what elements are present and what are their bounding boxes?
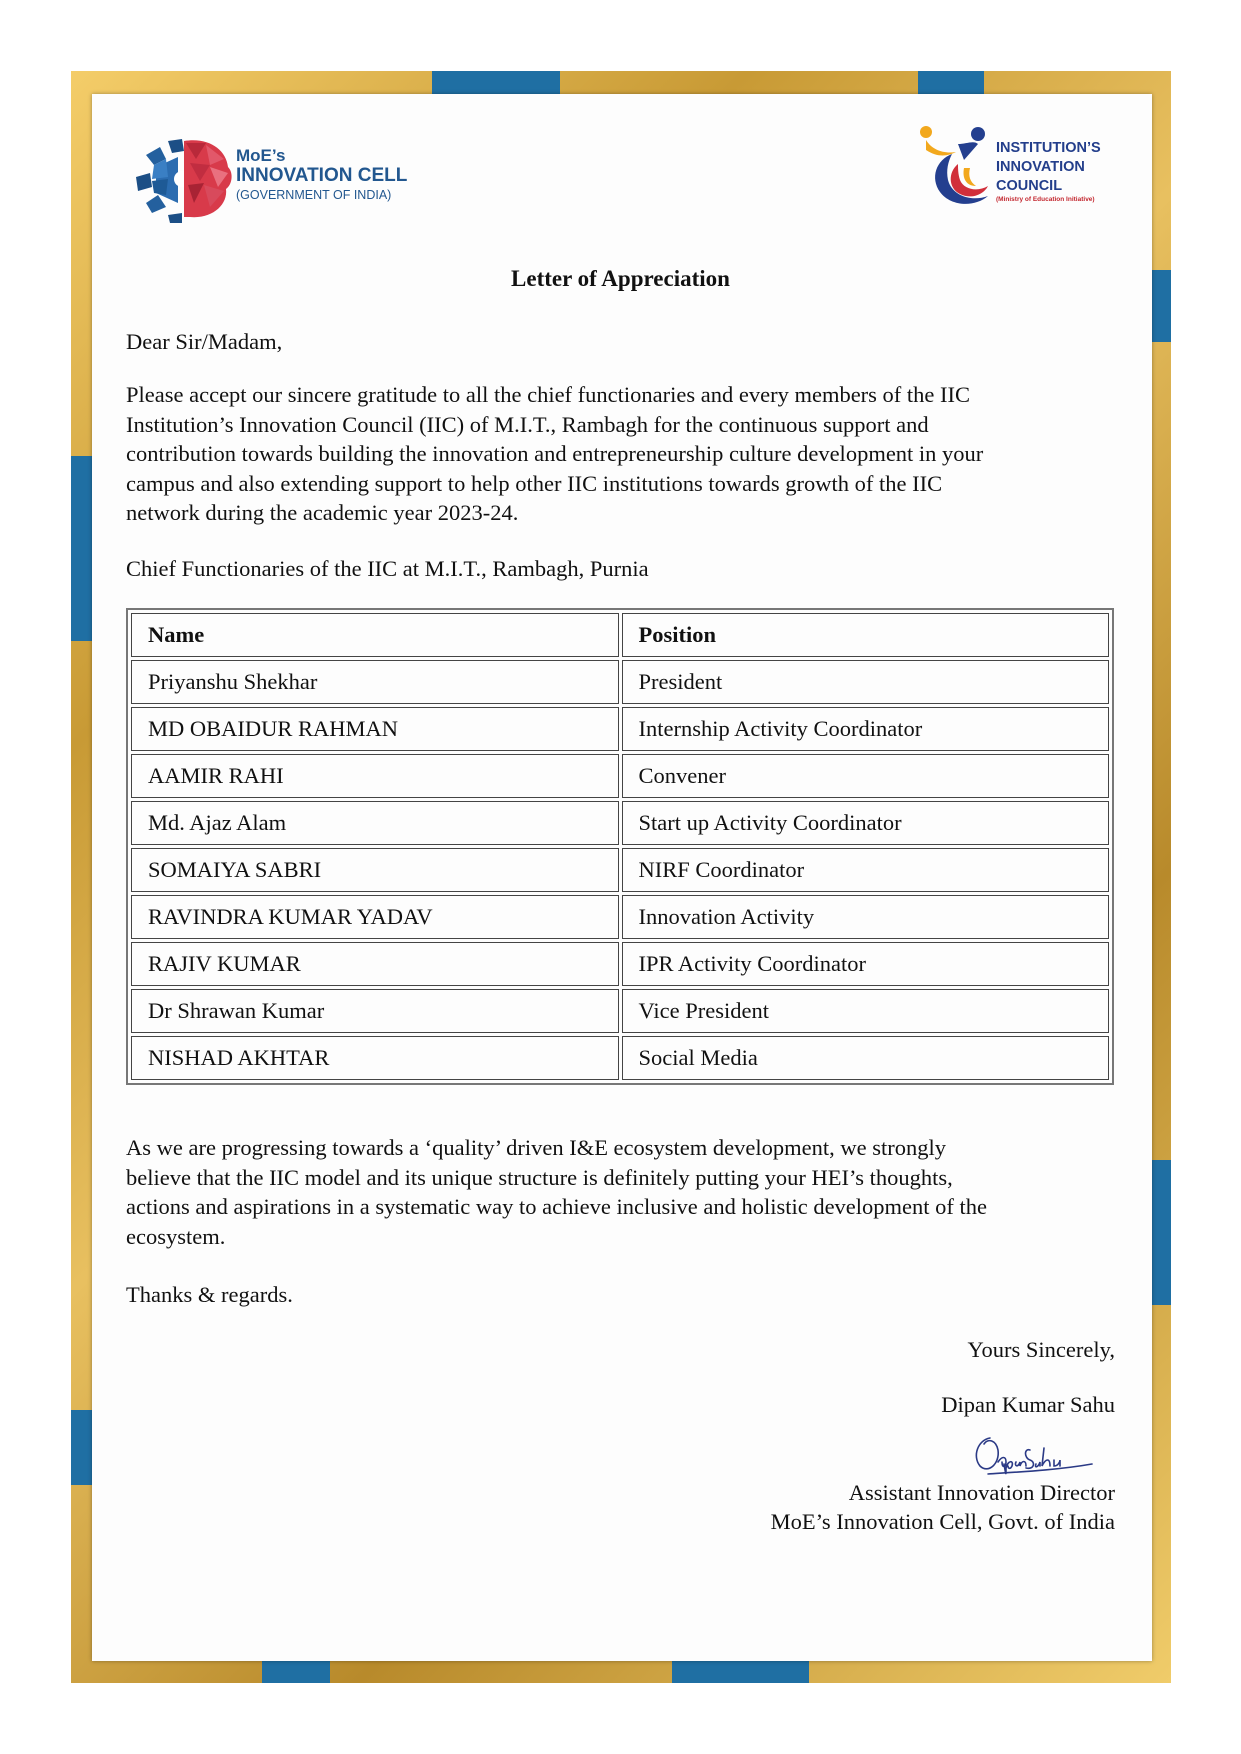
header-position: Position <box>622 613 1110 657</box>
intro-line: Institution’s Innovation Council (IIC) of M.I.T., Rambagh for the continuous support and <box>126 411 929 437</box>
intro-line: contribution towards building the innovation and entrepreneurship culture development in your <box>126 441 984 466</box>
member-name: Md. Ajaz Alam <box>131 801 619 845</box>
table-row <box>131 1036 1109 1080</box>
intro-line: Please accept our sincere gratitude to all the chief functionaries and every members of the IIC <box>126 382 971 407</box>
member-name: MD OBAIDUR RAHMAN <box>131 707 619 751</box>
closing-line: believe that the IIC model and its unique structure is definitely putting your HEI’s thoughts, <box>126 1164 953 1190</box>
closing-line: actions and aspirations in a systematic way to achieve inclusive and holistic development of the <box>126 1194 988 1219</box>
intro-line: campus and also extending support to help other IIC institutions towards growth of the IIC <box>126 470 943 496</box>
member-position: Social Media <box>622 1036 1110 1080</box>
frame-strip <box>432 71 560 94</box>
frame-strip <box>918 71 984 94</box>
frame-strip <box>71 456 92 641</box>
letter-title: Letter of Appreciation <box>511 266 730 291</box>
table-header-row <box>131 613 1109 657</box>
member-position: IPR Activity Coordinator <box>622 942 1110 986</box>
organization: MoE’s Innovation Cell, Govt. of India <box>770 1509 1115 1534</box>
member-position: Internship Activity Coordinator <box>622 707 1110 751</box>
member-name: SOMAIYA SABRI <box>131 848 619 892</box>
header-name: Name <box>131 613 619 657</box>
frame-strip <box>672 1661 809 1683</box>
moe-logo-line2: INNOVATION CELL <box>236 165 408 186</box>
table-row <box>131 707 1109 751</box>
intro-paragraph <box>126 380 1086 528</box>
table-row <box>131 895 1109 939</box>
iic-logo-line1: INSTITUTION’S <box>996 140 1101 156</box>
iic-logo-text <box>996 139 1101 203</box>
signature <box>968 1428 1098 1478</box>
frame-strip <box>71 1410 92 1485</box>
member-position: Innovation Activity <box>622 895 1110 939</box>
moe-logo-text <box>236 147 407 203</box>
signatory-name: Dipan Kumar Sahu <box>941 1392 1115 1417</box>
closing-paragraph <box>126 1133 1086 1251</box>
member-name: AAMIR RAHI <box>131 754 619 798</box>
moe-logo-line3: (GOVERNMENT OF INDIA) <box>236 188 392 202</box>
table-row <box>131 801 1109 845</box>
table-row <box>131 754 1109 798</box>
member-name: RAJIV KUMAR <box>131 942 619 986</box>
iic-logo-line2: INNOVATION <box>996 159 1085 175</box>
member-name: RAVINDRA KUMAR YADAV <box>131 895 619 939</box>
member-position: NIRF Coordinator <box>622 848 1110 892</box>
closing-line: ecosystem. <box>126 1223 226 1249</box>
member-name: NISHAD AKHTAR <box>131 1036 619 1080</box>
designation: Assistant Innovation Director <box>848 1480 1115 1505</box>
table-row <box>131 942 1109 986</box>
intro-line: network during the academic year 2023-24. <box>126 500 519 525</box>
functionaries-table <box>126 608 1114 1085</box>
closing-line: As we are progressing towards a ‘quality’ driven I&E ecosystem development, we strongly <box>126 1135 946 1160</box>
table-caption: Chief Functionaries of the IIC at M.I.T., Rambagh, Purnia <box>126 556 649 581</box>
member-position: Vice President <box>622 989 1110 1033</box>
signoff: Yours Sincerely, <box>967 1337 1115 1362</box>
member-position: Start up Activity Coordinator <box>622 801 1110 845</box>
member-position: President <box>622 660 1110 704</box>
salutation: Dear Sir/Madam, <box>126 329 283 354</box>
moe-logo-line1: MoE’s <box>236 146 286 165</box>
member-name: Dr Shrawan Kumar <box>131 989 619 1033</box>
table-row <box>131 848 1109 892</box>
frame-strip <box>1152 1160 1171 1305</box>
frame-strip <box>262 1661 330 1683</box>
regards: Thanks & regards. <box>126 1282 293 1307</box>
iic-logo-line3: COUNCIL <box>996 178 1063 194</box>
iic-logo-subtitle: (Ministry of Education Initiative) <box>996 196 1095 203</box>
member-position: Convener <box>622 754 1110 798</box>
member-name: Priyanshu Shekhar <box>131 660 619 704</box>
table-row <box>131 660 1109 704</box>
table-row <box>131 989 1109 1033</box>
